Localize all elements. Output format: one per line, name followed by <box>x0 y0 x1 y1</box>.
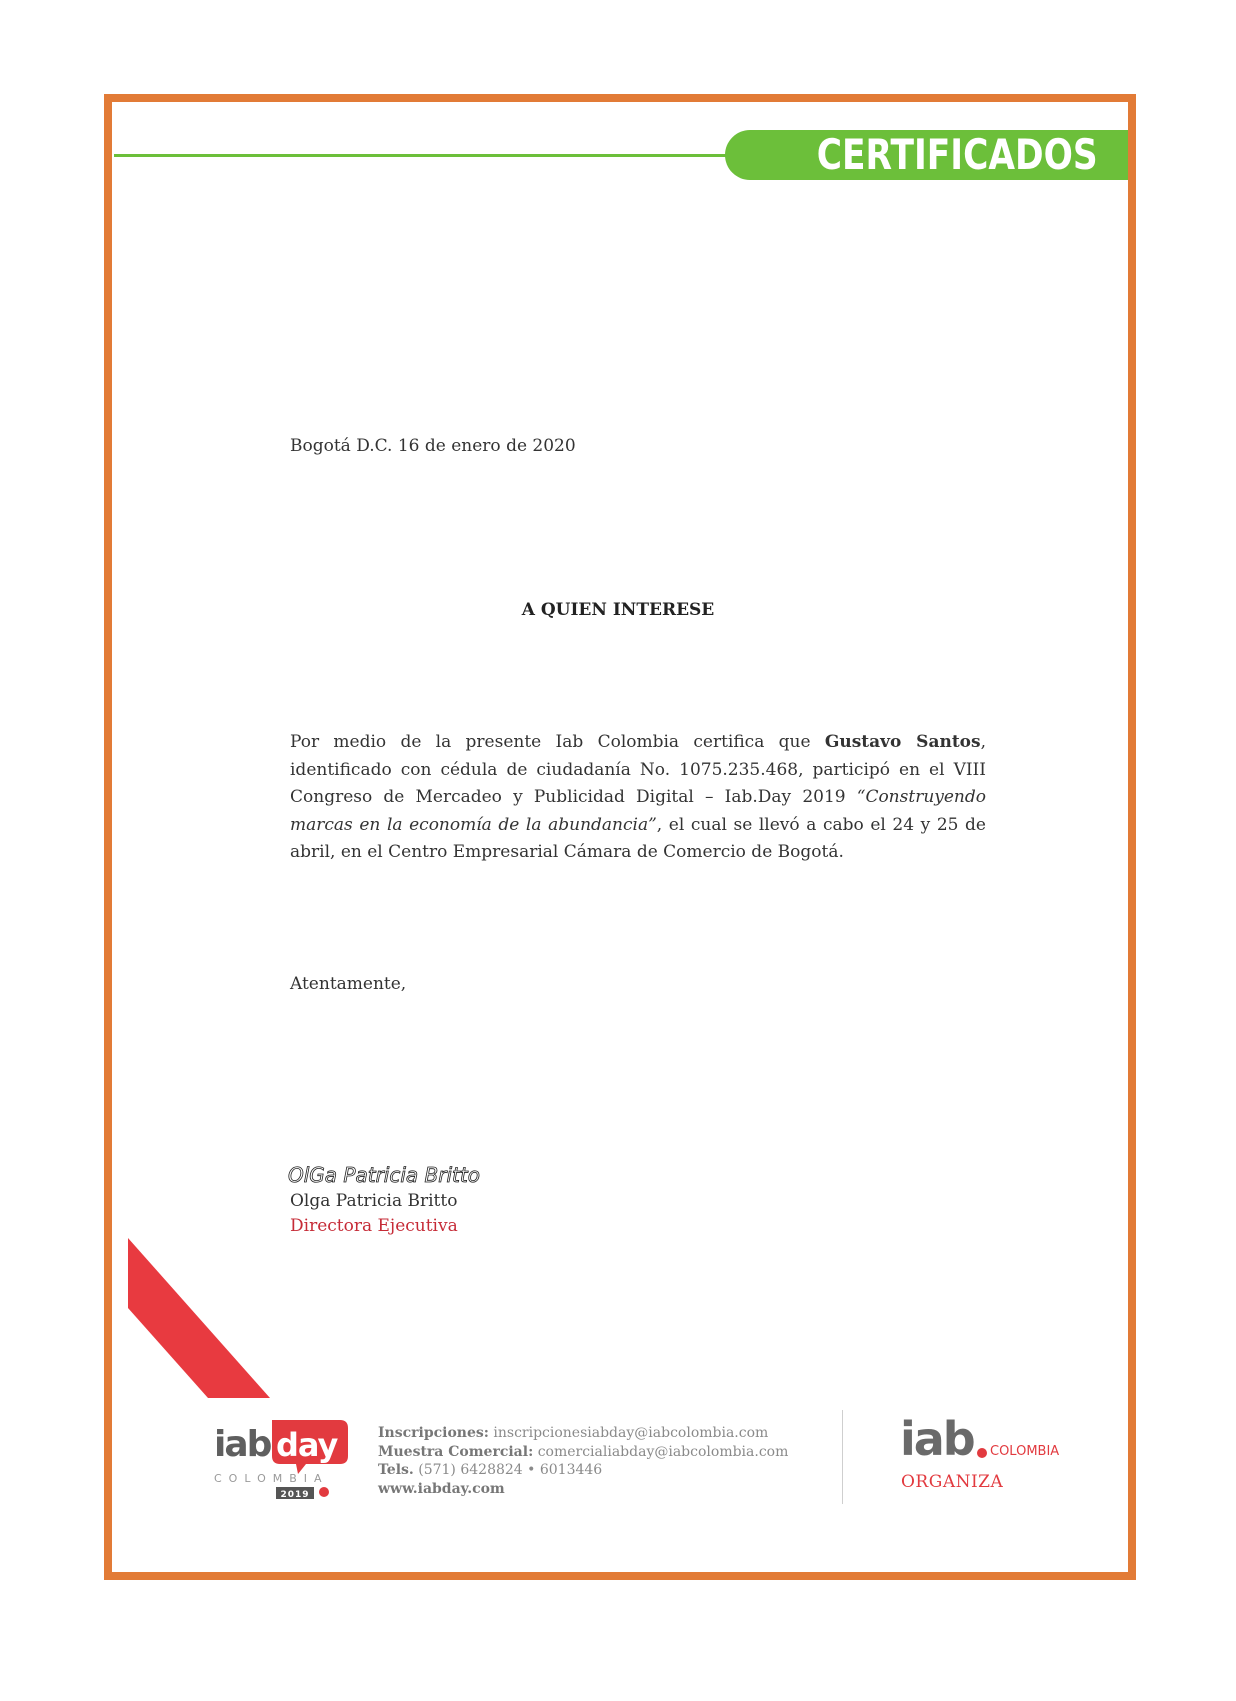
body-part-1: Por medio de la presente Iab Colombia certifica que <box>290 732 825 752</box>
organiza-label: ORGANIZA <box>901 1472 1004 1492</box>
letter-body <box>290 729 986 867</box>
inscripciones-email: inscripcionesiabday@iabcolombia.com <box>493 1425 769 1441</box>
letter-closing: Atentamente, <box>290 974 407 994</box>
iabday-logo <box>210 1412 350 1502</box>
iab-colombia-logo <box>900 1414 1080 1494</box>
muestra-email: comercialiabday@iabcolombia.com <box>537 1443 789 1460</box>
signer-name: Olga Patricia Britto <box>290 1191 458 1211</box>
certificados-banner <box>725 130 1128 180</box>
tels-value: (571) 6428824 • 6013446 <box>418 1462 603 1478</box>
letter-heading: A QUIEN INTERESE <box>521 600 715 620</box>
letter-date: Bogotá D.C. 16 de enero de 2020 <box>290 436 576 456</box>
body-part-3: , el cual se llevó a cabo el 24 y 25 de abril, en el Centro Empresarial Cámara de Comercio de Bogotá. <box>290 814 986 862</box>
website-link: www.iabday.com <box>378 1480 505 1497</box>
iab-logo-word: iab <box>900 1412 974 1466</box>
signature-text: OlGa Patricia Britto <box>288 1163 480 1187</box>
handwritten-signature <box>288 1160 528 1190</box>
iabday-logo-country: COLOMBIA <box>214 1472 329 1485</box>
iabday-logo-iab: iab <box>214 1424 271 1465</box>
contact-website <box>378 1480 788 1499</box>
tels-label: Tels. <box>378 1462 414 1478</box>
footer-contact <box>378 1424 788 1498</box>
iab-logo-dot <box>977 1448 987 1458</box>
contact-tels <box>378 1461 788 1480</box>
footer-divider <box>842 1410 843 1504</box>
contact-inscripciones <box>378 1424 788 1443</box>
red-corner-stripe <box>128 1238 270 1398</box>
participant-name: Gustavo Santos <box>824 732 981 752</box>
body-part-2: , identificado con cédula de ciudadanía No. 1075.235.468, participó en el VIII Congreso de Mercadeo y Publicidad Digital – Iab.Day 2019 <box>290 732 986 807</box>
muestra-label: Muestra Comercial: <box>378 1443 534 1460</box>
event-title: “Construyendo marcas en la economía de la abundancia” <box>290 787 986 835</box>
header-rule <box>114 154 734 157</box>
signer-title: Directora Ejecutiva <box>290 1216 458 1236</box>
banner-label: CERTIFICADOS <box>816 130 1098 179</box>
contact-muestra <box>378 1443 788 1462</box>
iab-logo-colombia: COLOMBIA <box>990 1444 1060 1459</box>
iabday-logo-year: 2019 <box>280 1490 310 1500</box>
inscripciones-label: Inscripciones: <box>378 1425 489 1441</box>
iabday-logo-day: day <box>276 1426 338 1464</box>
